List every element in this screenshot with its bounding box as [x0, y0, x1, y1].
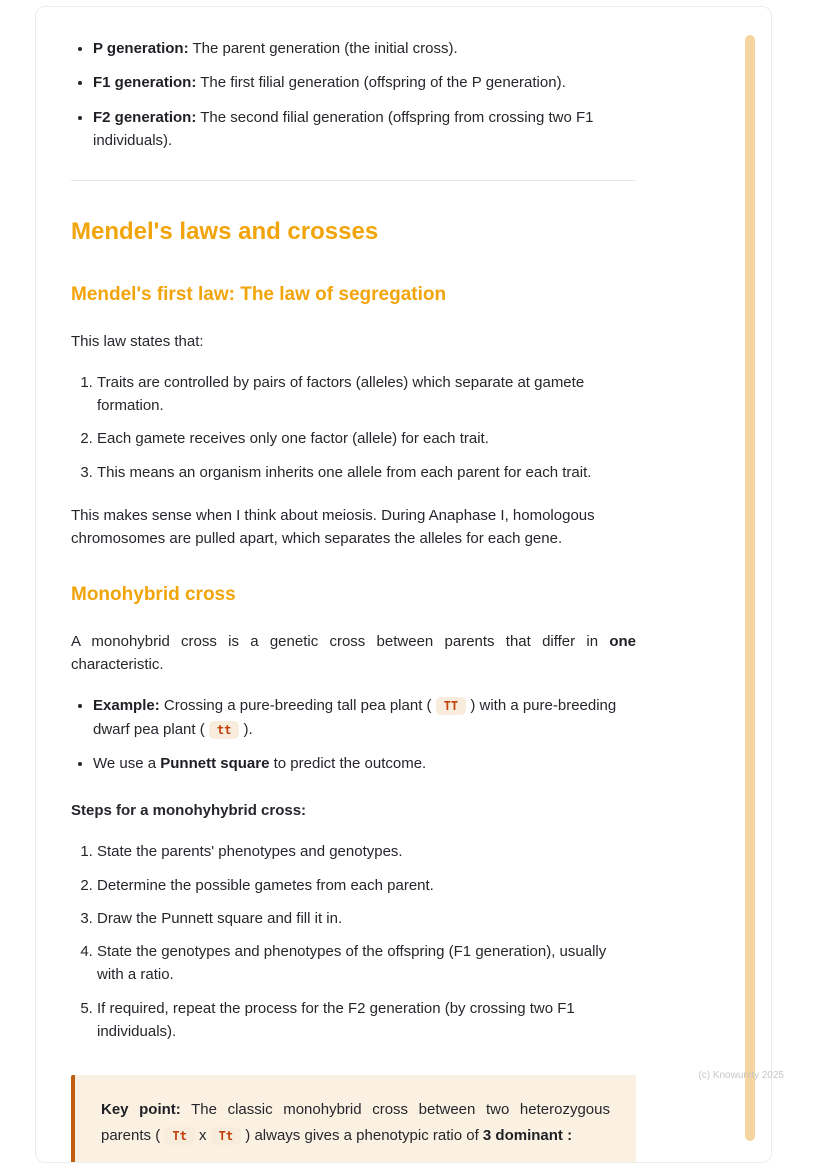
section-heading-monohybrid: Monohybrid cross	[71, 584, 236, 606]
paragraph	[71, 630, 636, 677]
section-divider	[71, 180, 636, 181]
term-definition: The second filial generation (offspring from crossing two F1 individuals).	[93, 108, 594, 149]
term-label: F2 generation:	[93, 108, 197, 126]
callout-text	[101, 1097, 610, 1150]
text-segment: x	[194, 1127, 211, 1145]
text-segment: ) with a pure-breeding dwarf pea plant (	[93, 697, 617, 738]
list-item	[93, 106, 636, 153]
key-point-callout	[71, 1075, 636, 1163]
copyright-watermark: (c) Knowunity 2025	[698, 1070, 784, 1081]
list-item	[93, 752, 636, 775]
steps-heading: Steps for a monohyhybrid cross:	[71, 802, 307, 820]
generation-definitions-list	[71, 37, 636, 152]
scrollbar-thumb[interactable]	[745, 35, 755, 1141]
text-segment: Crossing a pure-breeding tall pea plant (	[159, 697, 436, 715]
term-label: F1 generation:	[93, 74, 197, 92]
text-segment: A monohybrid cross is a genetic cross between parents that differ in	[71, 632, 610, 650]
genotype-code-chip: Tt	[164, 1127, 194, 1145]
genotype-code-chip: tt	[209, 721, 239, 739]
term-label: P generation:	[93, 40, 189, 57]
list-item	[93, 694, 636, 741]
text-segment: We use a	[93, 754, 161, 772]
list-item: 1. Traits are controlled by pairs of factors (alleles) which separate at gamete formation.	[97, 371, 636, 418]
genotype-code-chip: TT	[436, 697, 466, 715]
section-heading-first-law: Mendel's first law: The law of segregation	[71, 284, 447, 306]
list-item: 3. Draw the Punnett square and fill it in.	[97, 907, 636, 930]
paragraph: This law states that:	[71, 332, 204, 350]
note-content	[71, 37, 636, 1163]
term-label: Example:	[93, 697, 160, 715]
term-definition: The parent generation (the initial cross).	[188, 40, 458, 57]
text-segment: ).	[239, 720, 253, 738]
document-page	[35, 6, 772, 1163]
list-item: 5. If required, repeat the process for the F2 generation (by crossing two F1 individuals).	[97, 997, 636, 1044]
term-label: Key point:	[101, 1101, 181, 1119]
emphasized-text: one	[609, 632, 636, 650]
list-item: 1. State the parents' phenotypes and genotypes.	[97, 840, 636, 863]
list-item: 4. State the genotypes and phenotypes of the offspring (F1 generation), usually with a ratio.	[97, 940, 636, 987]
segregation-law-list	[71, 371, 636, 484]
text-segment: characteristic.	[71, 656, 164, 674]
text-segment: The classic monohybrid cross between two heterozygous parents (	[101, 1101, 610, 1145]
text-segment: ) always gives a phenotypic ratio of	[241, 1127, 483, 1145]
monohybrid-steps-list	[71, 840, 636, 1043]
list-item: 2. Determine the possible gametes from each parent.	[97, 874, 636, 897]
term-definition: The first filial generation (offspring of the P generation).	[196, 74, 566, 92]
emphasized-text: Punnett square	[160, 754, 270, 772]
list-item: 2. Each gamete receives only one factor (allele) for each trait.	[97, 427, 636, 450]
emphasized-text: 3 dominant :	[482, 1127, 573, 1145]
text-segment: to predict the outcome.	[269, 754, 427, 772]
list-item	[93, 71, 636, 94]
monohybrid-bullets-list	[71, 694, 636, 775]
list-item: 3. This means an organism inherits one allele from each parent for each trait.	[97, 461, 636, 484]
genotype-code-chip: Tt	[211, 1127, 241, 1145]
list-item	[93, 37, 636, 60]
page-title: Mendel's laws and crosses	[71, 218, 379, 245]
paragraph: This makes sense when I think about meiosis. During Anaphase I, homologous chromosomes are pulled apart, which separates the alleles for each gene.	[71, 506, 595, 548]
